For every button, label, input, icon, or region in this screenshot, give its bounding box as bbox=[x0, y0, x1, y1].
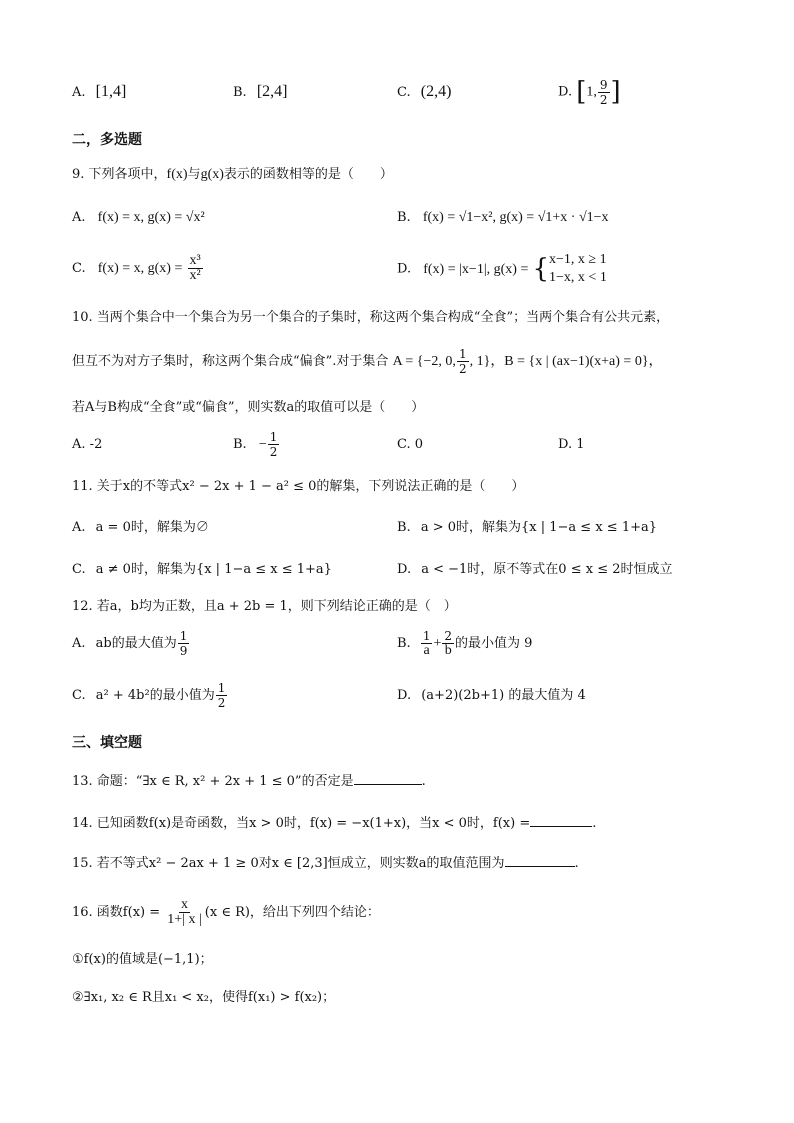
q12-option-b: B. $\frac{1}{a}$ + $\frac{2}{b}$ 的最小值为 9 bbox=[397, 629, 533, 658]
answer-blank bbox=[354, 770, 422, 785]
q12-option-d: D. (a+2)(2b+1) 的最大值为 4 bbox=[397, 688, 586, 703]
q9-option-c: C. f(x) = x, g(x) = $\frac{\text{x³}}{\text{x²}}$ bbox=[72, 253, 201, 283]
q12-stem: 12. 若a，b均为正数，且a + 2b = 1，则下列结论正确的是（ ） bbox=[72, 599, 457, 614]
q16-item-2: ②∃x₁, x₂ ∈ R且x₁ < x₂，使得f(x₁) > f(x₂)； bbox=[72, 990, 336, 1005]
q9-option-d: D. f(x) = |x−1|, g(x) = { x−1, x ≥ 1 1−x, x < 1 bbox=[397, 252, 607, 285]
answer-blank bbox=[530, 812, 592, 827]
fraction: $\frac{1}{2}$ bbox=[458, 347, 467, 376]
q8-option-b: B. [2,4] bbox=[233, 83, 288, 100]
answer-blank bbox=[505, 852, 575, 867]
q10-option-c: C. 0 bbox=[397, 437, 424, 452]
q11-option-b: B. a > 0时，解集为{x | 1−a ≤ x ≤ 1+a} bbox=[397, 520, 657, 535]
q12-option-a: A. ab的最大值为 $\frac{1}{9}$ bbox=[72, 629, 188, 658]
q16-stem: 16. 函数f(x) = $\frac{x}{1+| x |}$ (x ∈ R)，给出下列四个结论： bbox=[72, 897, 380, 927]
q8-option-d: D. [1, $\frac{9}{2}$ ] bbox=[558, 77, 621, 107]
fraction: $\frac{x}{1+| x |}$ bbox=[167, 897, 202, 927]
q10-option-b: B. − $\frac{1}{2}$ bbox=[233, 430, 278, 459]
q12-option-c: C. a² + 4b²的最小值为 $\frac{1}{2}$ bbox=[72, 681, 226, 710]
q15-text: 15. 若不等式x² − 2ax + 1 ≥ 0对x ∈ [2,3]恒成立，则实数a的取值范围为 . bbox=[72, 852, 579, 874]
fraction: $\frac{1}{a}$ bbox=[422, 629, 431, 658]
q14-text: 14. 已知函数f(x)是奇函数，当x > 0时，f(x) = −x(1+x)，当x < 0时，f(x) = . bbox=[72, 812, 596, 834]
q9-option-b: B. f(x) = √1−x², g(x) = √1+x · √1−x bbox=[397, 210, 609, 225]
fraction: $\frac{1}{9}$ bbox=[179, 629, 188, 658]
q8-option-a: A. [1,4] bbox=[72, 83, 127, 100]
q11-option-a: A. a = 0时，解集为∅ bbox=[72, 520, 209, 535]
q10-option-d: D. 1 bbox=[558, 437, 585, 452]
q10-line2: 但互不为对方子集时，称这两个集合成“偏食”.对于集合 A = {−2, 0, $\frac{1}{2}$ , 1}，B = {x | (ax−1)(x+a) = 0}， bbox=[72, 347, 663, 376]
q11-option-c: C. a ≠ 0时，解集为{x | 1−a ≤ x ≤ 1+a} bbox=[72, 562, 332, 577]
q10-line1: 10. 当两个集合中一个集合为另一个集合的子集时，称这两个集合构成“全食”；当两个集合有公共元素， bbox=[72, 310, 670, 325]
q11-option-d: D. a < −1时，原不等式在0 ≤ x ≤ 2时恒成立 bbox=[397, 562, 673, 577]
fraction: $\frac{\text{x³}}{\text{x²}}$ bbox=[189, 253, 201, 283]
q9-option-a: A. f(x) = x, g(x) = √x² bbox=[72, 210, 205, 225]
q10-option-a: A. -2 bbox=[72, 437, 103, 452]
q16-item-1: ①f(x)的值域是(−1,1)； bbox=[72, 952, 213, 967]
fraction: $\frac{1}{2}$ bbox=[269, 430, 278, 459]
section-title-multiple-choice: 二，多选题 bbox=[72, 132, 142, 148]
fraction: $\frac{2}{b}$ bbox=[444, 629, 453, 658]
q13-text: 13. 命题：“∃x ∈ R, x² + 2x + 1 ≤ 0”的否定是 . bbox=[72, 770, 426, 792]
q9-stem: 9. 下列各项中，f(x)与g(x)表示的函数相等的是（ ） bbox=[72, 167, 393, 182]
section-title-fill-in-blank: 三、填空题 bbox=[72, 735, 142, 751]
fraction: $\frac{9}{2}$ bbox=[599, 77, 608, 107]
q8-option-c: C. (2,4) bbox=[397, 83, 452, 100]
q10-line3: 若A与B构成“全食”或“偏食”，则实数a的取值可以是（ ） bbox=[72, 400, 425, 415]
fraction: $\frac{1}{2}$ bbox=[217, 681, 226, 710]
q11-stem: 11. 关于x的不等式x² − 2x + 1 − a² ≤ 0的解集，下列说法正确的是（ ） bbox=[72, 479, 525, 494]
piecewise-cases: x−1, x ≥ 1 1−x, x < 1 bbox=[549, 252, 607, 285]
